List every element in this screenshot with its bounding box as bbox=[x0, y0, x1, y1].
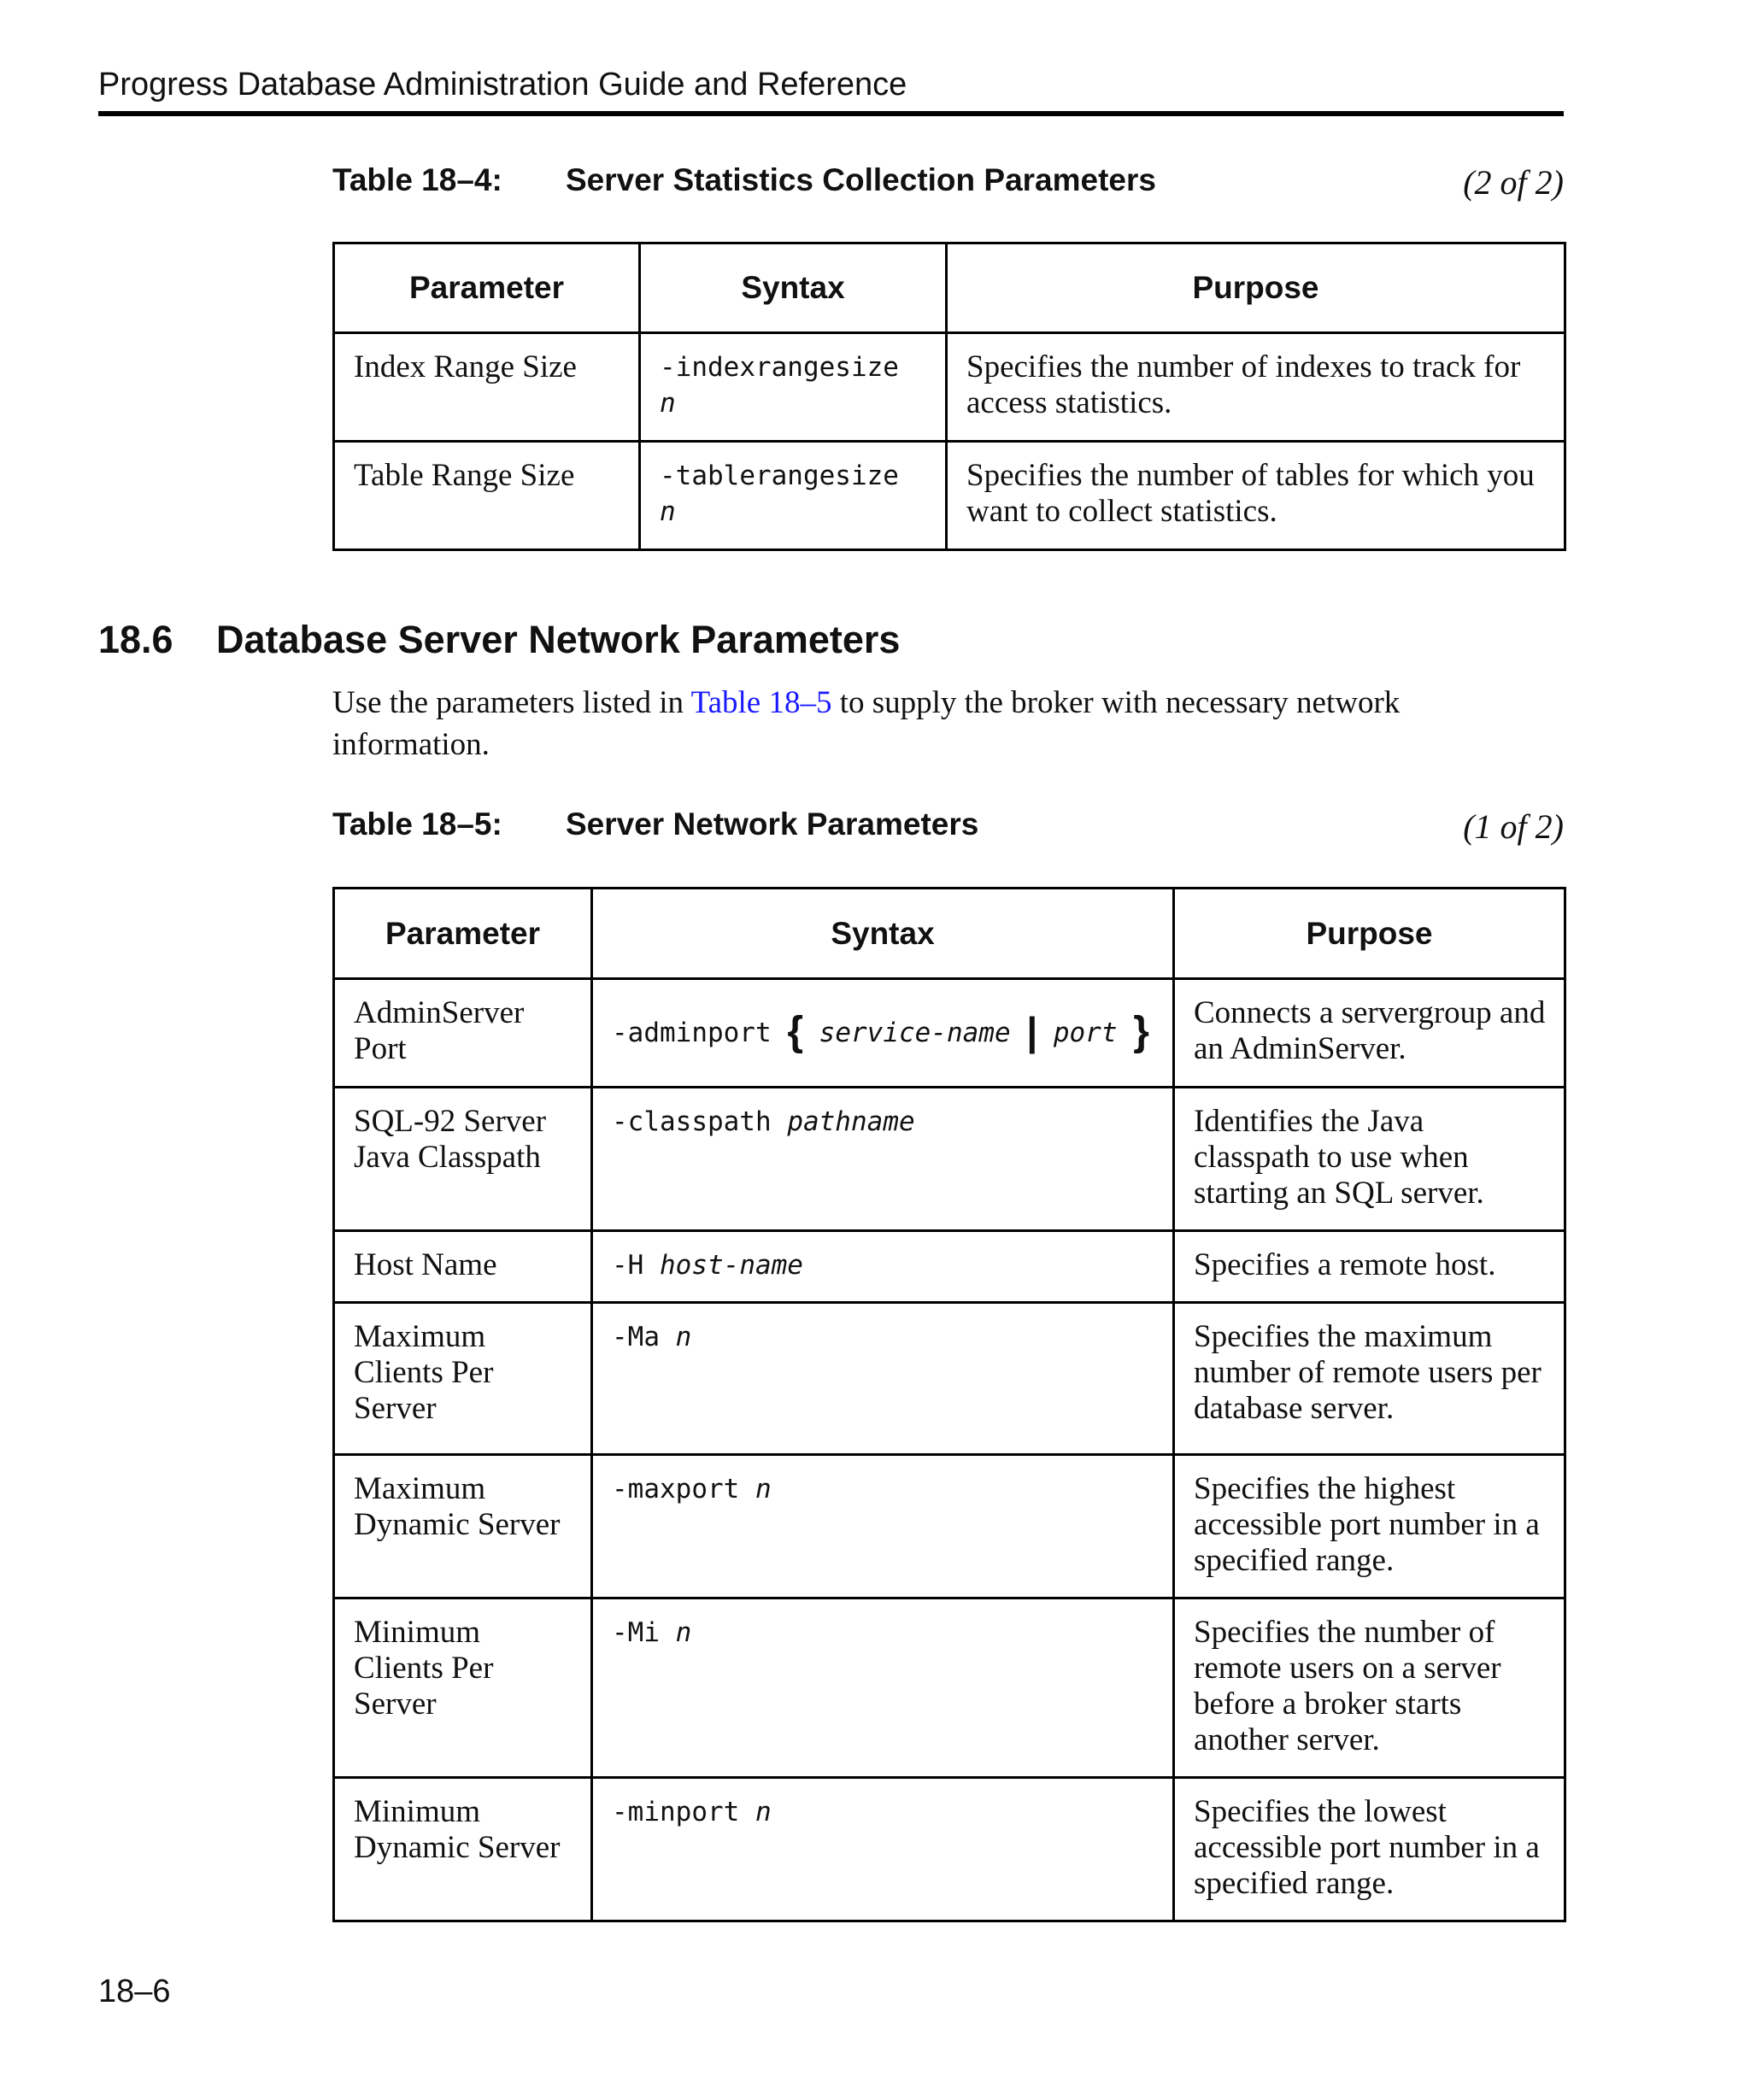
table-header-row bbox=[334, 243, 1565, 333]
parameter-cell: Maximum Dynamic Server bbox=[334, 1455, 592, 1598]
table-number: Table 18–5: bbox=[332, 807, 502, 842]
paragraph-text: to supply the broker with necessary network information. bbox=[332, 685, 1401, 762]
table-title: Server Network Parameters bbox=[566, 807, 979, 842]
parameter-cell: Table Range Size bbox=[334, 442, 640, 550]
syntax-cell bbox=[592, 1598, 1174, 1778]
syntax-cell bbox=[592, 1231, 1174, 1303]
parameter-cell: AdminServer Port bbox=[334, 979, 592, 1088]
parameter-cell: Minimum Clients Per Server bbox=[334, 1598, 592, 1778]
syntax-command: -Ma bbox=[612, 1322, 660, 1352]
table-title: Server Statistics Collection Parameters bbox=[566, 162, 1156, 197]
running-header: Progress Database Administration Guide and Reference bbox=[98, 67, 907, 103]
intro-paragraph bbox=[332, 682, 1469, 766]
syntax-command: -minport bbox=[612, 1797, 740, 1827]
syntax-command: -tablerangesize bbox=[660, 460, 899, 491]
syntax-cell bbox=[592, 1455, 1174, 1598]
purpose-cell: Specifies the number of remote users on a server before a broker starts another server. bbox=[1174, 1598, 1565, 1778]
syntax-command: -maxport bbox=[612, 1474, 740, 1505]
header-rule bbox=[98, 111, 1564, 116]
table-18-5-link[interactable]: Table 18–5 bbox=[690, 685, 832, 720]
syntax-cell bbox=[592, 1303, 1174, 1455]
syntax-command: -classpath bbox=[612, 1106, 772, 1137]
close-brace: } bbox=[1133, 1009, 1149, 1054]
syntax-argument: n bbox=[660, 496, 676, 527]
syntax-argument: n bbox=[755, 1474, 772, 1505]
purpose-cell: Identifies the Java classpath to use when starting an SQL server. bbox=[1174, 1088, 1565, 1231]
table-row bbox=[334, 1088, 1565, 1231]
table-18-5-caption bbox=[332, 807, 1564, 849]
syntax-argument: pathname bbox=[787, 1106, 915, 1137]
syntax-command: -H bbox=[612, 1250, 644, 1281]
purpose-cell: Specifies the highest accessible port number in a specified range. bbox=[1174, 1455, 1565, 1598]
table-row bbox=[334, 442, 1565, 550]
table-18-5 bbox=[332, 887, 1566, 1922]
column-header-syntax: Syntax bbox=[592, 889, 1174, 979]
parameter-cell: Minimum Dynamic Server bbox=[334, 1778, 592, 1921]
syntax-argument: n bbox=[675, 1617, 692, 1648]
purpose-cell: Specifies the number of tables for which you want to collect statistics. bbox=[947, 442, 1565, 550]
section-heading bbox=[98, 618, 901, 662]
parameter-cell: Host Name bbox=[334, 1231, 592, 1303]
table-header-row bbox=[334, 889, 1565, 979]
syntax-cell bbox=[640, 442, 947, 550]
column-header-parameter: Parameter bbox=[334, 243, 640, 333]
table-row bbox=[334, 1778, 1565, 1921]
table-page-indicator: (2 of 2) bbox=[1463, 163, 1564, 202]
syntax-argument: port bbox=[1053, 1018, 1118, 1048]
column-header-parameter: Parameter bbox=[334, 889, 592, 979]
section-title: Database Server Network Parameters bbox=[216, 618, 901, 661]
parameter-cell: Index Range Size bbox=[334, 333, 640, 442]
syntax-command: -adminport bbox=[612, 1018, 772, 1048]
separator-bar: | bbox=[1026, 1009, 1038, 1053]
syntax-argument: service-name bbox=[819, 1018, 1011, 1048]
table-number: Table 18–4: bbox=[332, 162, 502, 197]
paragraph-text: Use the parameters listed in bbox=[332, 685, 691, 720]
table-18-4 bbox=[332, 242, 1566, 551]
column-header-syntax: Syntax bbox=[640, 243, 947, 333]
syntax-command: -Mi bbox=[612, 1617, 660, 1648]
syntax-argument: n bbox=[660, 388, 676, 419]
syntax-cell bbox=[640, 333, 947, 442]
parameter-cell: SQL-92 Server Java Classpath bbox=[334, 1088, 592, 1231]
table-row bbox=[334, 1455, 1565, 1598]
syntax-cell bbox=[592, 1778, 1174, 1921]
syntax-cell bbox=[592, 979, 1174, 1088]
page-number: 18–6 bbox=[98, 1974, 171, 2009]
table-row bbox=[334, 1231, 1565, 1303]
open-brace: { bbox=[787, 1009, 803, 1054]
table-page-indicator: (1 of 2) bbox=[1463, 807, 1564, 846]
purpose-cell: Connects a servergroup and an AdminServer. bbox=[1174, 979, 1565, 1088]
syntax-argument: n bbox=[755, 1797, 772, 1827]
table-row bbox=[334, 979, 1565, 1088]
purpose-cell: Specifies the maximum number of remote users per database server. bbox=[1174, 1303, 1565, 1455]
purpose-cell: Specifies the number of indexes to track for access statistics. bbox=[947, 333, 1565, 442]
parameter-cell: Maximum Clients Per Server bbox=[334, 1303, 592, 1455]
table-row bbox=[334, 1303, 1565, 1455]
table-row bbox=[334, 333, 1565, 442]
purpose-cell: Specifies a remote host. bbox=[1174, 1231, 1565, 1303]
syntax-argument: n bbox=[675, 1322, 692, 1352]
table-row bbox=[334, 1598, 1565, 1778]
table-18-4-caption bbox=[332, 162, 1564, 205]
purpose-cell: Specifies the lowest accessible port number in a specified range. bbox=[1174, 1778, 1565, 1921]
column-header-purpose: Purpose bbox=[1174, 889, 1565, 979]
column-header-purpose: Purpose bbox=[947, 243, 1565, 333]
syntax-command: -indexrangesize bbox=[660, 352, 899, 383]
syntax-argument: host-name bbox=[660, 1250, 803, 1281]
section-number: 18.6 bbox=[98, 618, 173, 661]
syntax-cell bbox=[592, 1088, 1174, 1231]
